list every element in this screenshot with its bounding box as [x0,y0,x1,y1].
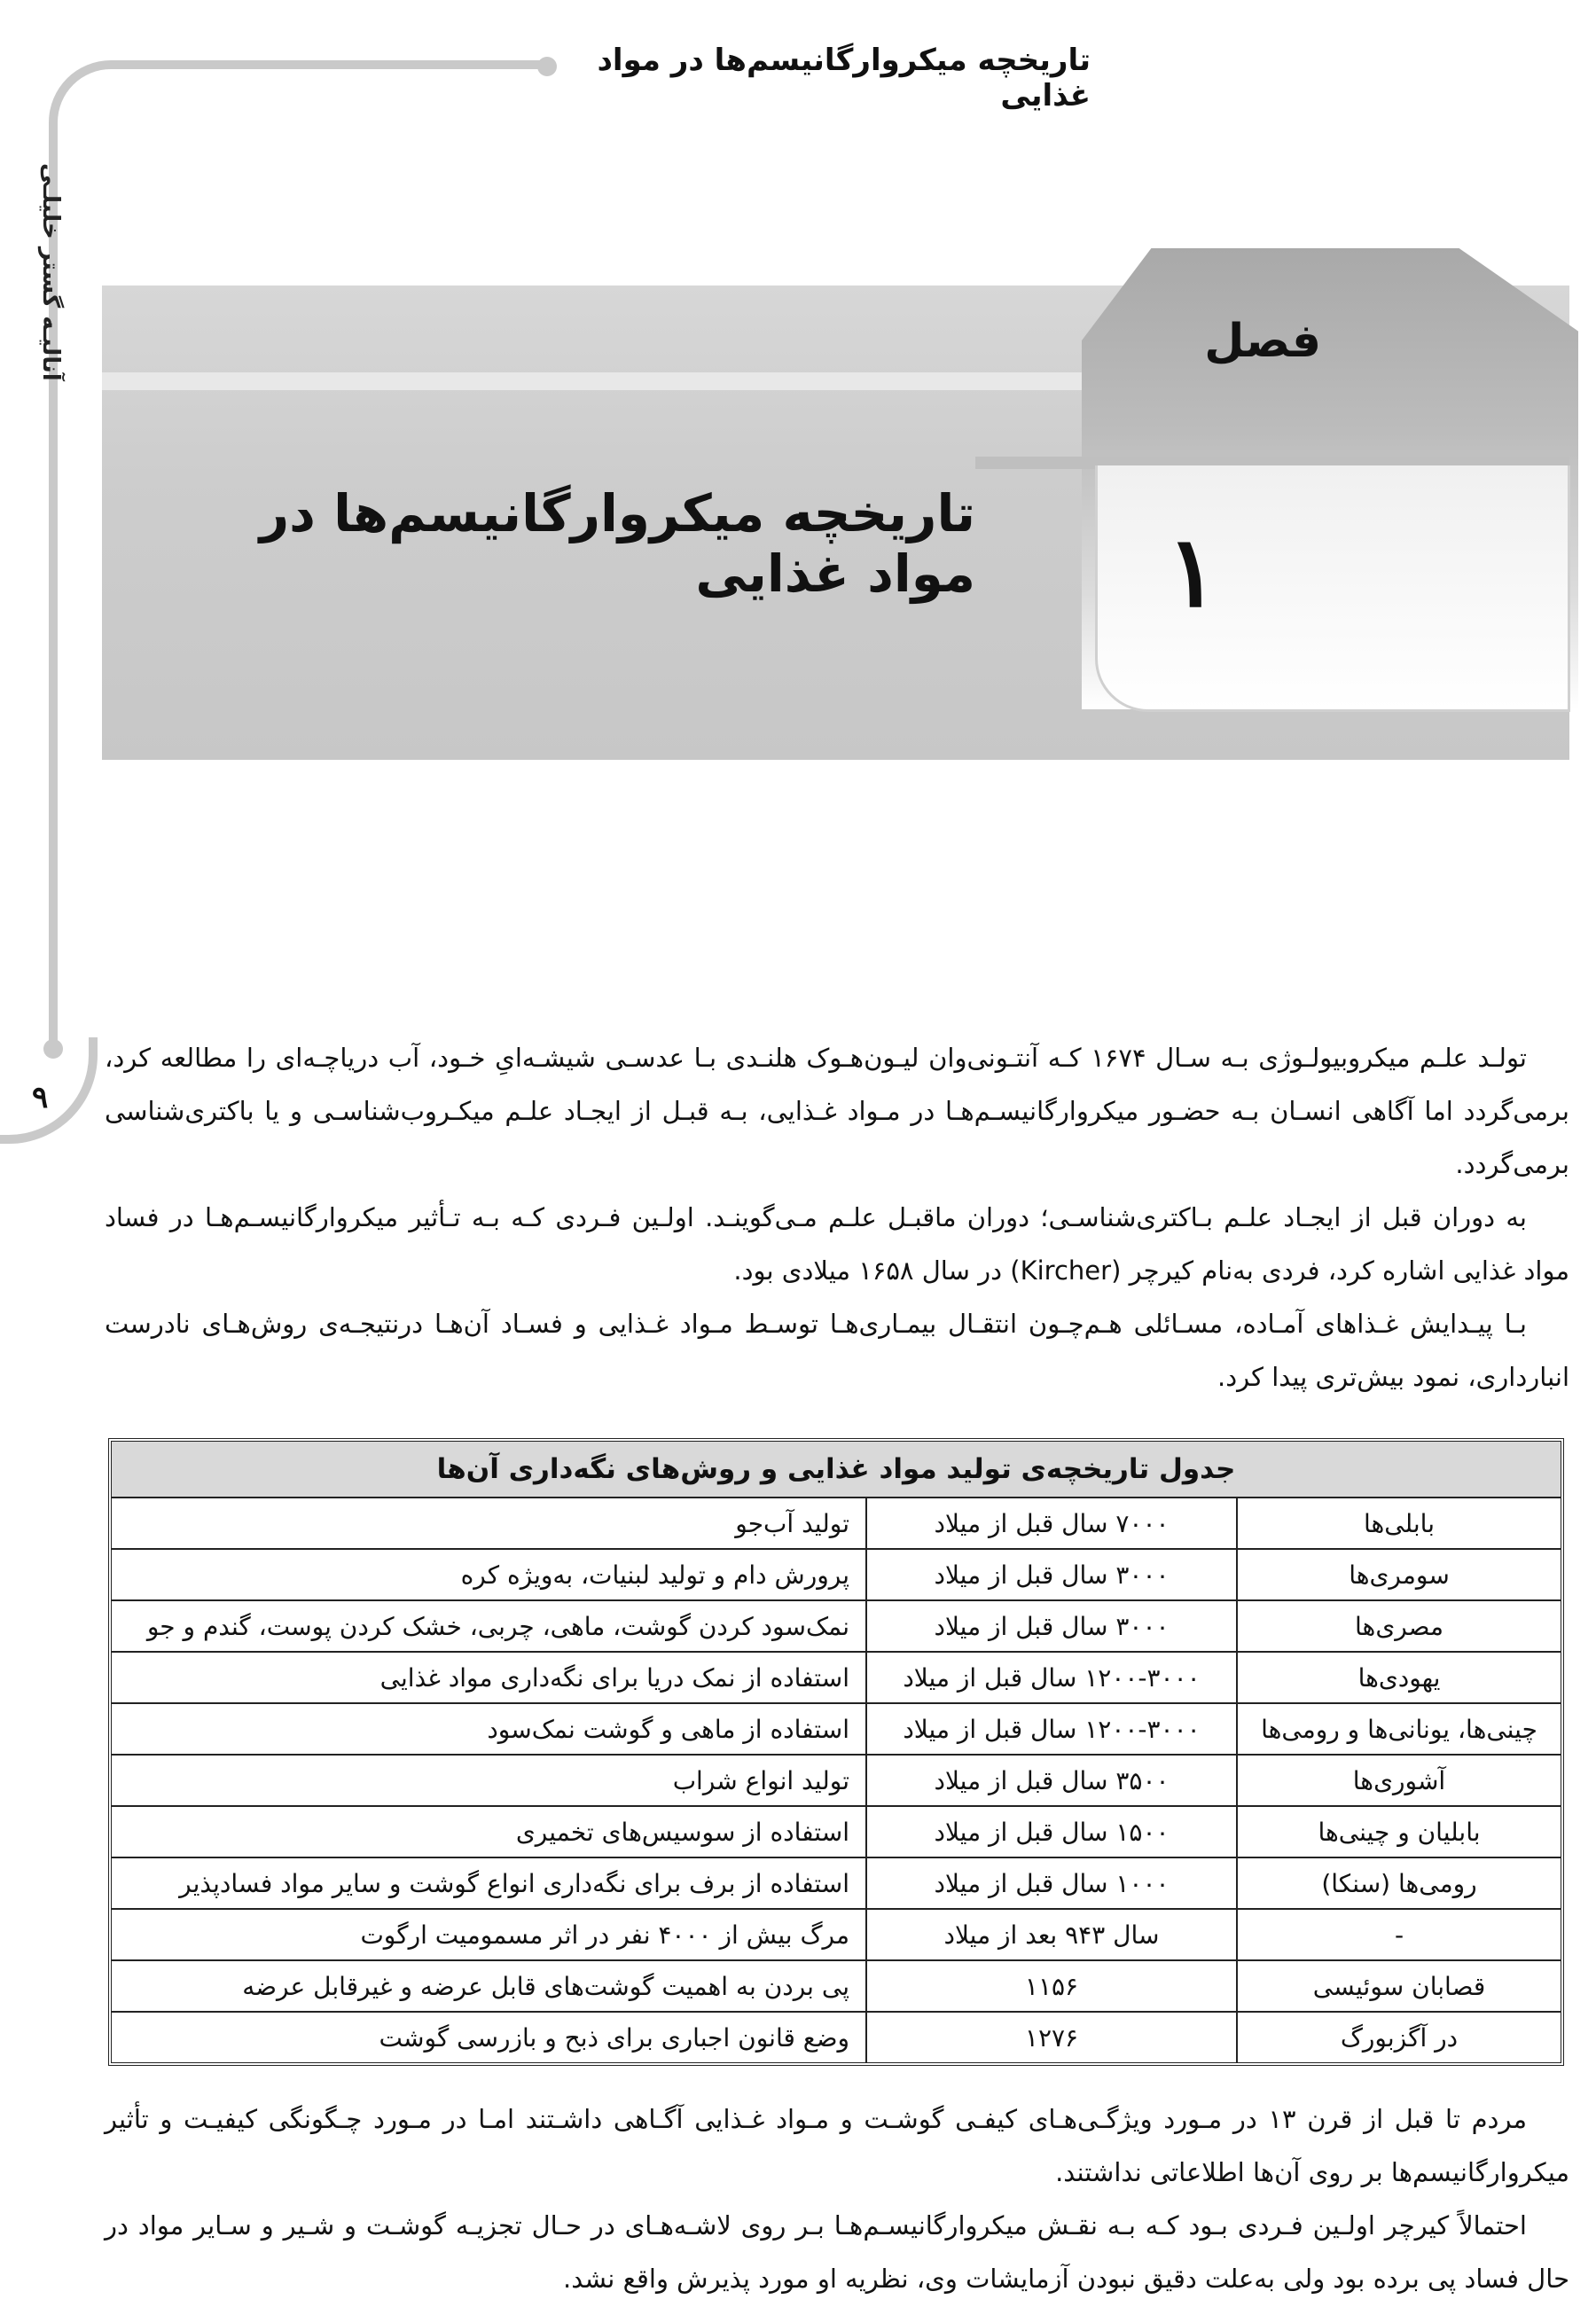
page-frame-top [49,60,554,149]
chapter-number: ۱ [1166,514,1219,629]
table-cell-event: وضع قانون اجباری برای ذبح و بازرسی گوشت [112,2012,866,2062]
table-cell-date: ۱۲۰۰-۳۰۰۰ سال قبل از میلاد [866,1703,1237,1755]
table-row [112,1498,1561,1549]
table-cell-place: مصری‌ها [1237,1600,1561,1652]
chapter-title: تاریخچه میکروارگانیسم‌ها در مواد غذایی [259,483,975,604]
table-row [112,1549,1561,1600]
table-row [112,1755,1561,1806]
paragraph: بـا پیـدایش غـذاهای آمـاده، مسـائلی هـم‌چـون انتقـال بیمـاری‌هـا توسـط مـواد غـذایی و فسـاد آن‌هـا درنتیجـه‌ی روش‌هـای نادرست انبارداری، نمود بیش‌تری پیدا کرد. [105,1309,1569,1392]
table-cell-event: استفاده از ماهی و گوشت نمک‌سود [112,1703,866,1755]
table-cell-event: استفاده از نمک دریا برای نگه‌داری مواد غذایی [112,1652,866,1703]
table-cell-date: ۳۵۰۰ سال قبل از میلاد [866,1755,1237,1806]
frame-dot-top [537,57,557,76]
table-cell-date: ۱۲۰۰-۳۰۰۰ سال قبل از میلاد [866,1652,1237,1703]
closing-text [105,2092,1569,2305]
table-row [112,1703,1561,1755]
table-cell-date: ۱۰۰۰ سال قبل از میلاد [866,1857,1237,1909]
table-cell-place: رومی‌ها (سنکا) [1237,1857,1561,1909]
table-cell-place: قصابان سوئیسی [1237,1960,1561,2012]
table-row [112,1652,1561,1703]
table-cell-event: پرورش دام و تولید لبنیات، به‌ویژه کره [112,1549,866,1600]
table-row [112,1857,1561,1909]
table-row [112,2012,1561,2062]
table-cell-place: بابلیان و چینی‌ها [1237,1806,1561,1857]
paragraph: مردم تا قبل از قرن ۱۳ در مـورد ویژگـی‌هـای کیفـی گوشـت و مـواد غـذایی آگـاهی داشـتند امـا در مـورد چـگونگی کیفیـت و تأثیر میکروارگانیسم‌ها بر روی آن‌ها اطلاعاتی نداشتند. [105,2104,1569,2187]
table-cell-event: پی بردن به اهمیت گوشت‌های قابل عرضه و غیرقابل عرضه [112,1960,866,2012]
table-cell-event: استفاده از برف برای نگه‌داری انواع گوشت و سایر مواد فسادپذیر [112,1857,866,1909]
paragraph: به دوران قبل از ایجـاد علـم بـاکتری‌شناسـی؛ دوران ماقبـل علـم مـی‌گوینـد. اولـین فـردی کـه بـه تـأثیر میکروارگانیسـم‌هـا در فساد مواد غذایی اشاره کرد، فردی به‌نام کیرچر (Kircher) در سال ۱۶۵۸ میلادی بود. [105,1202,1569,1286]
table-cell-date: سال ۹۴۳ بعد از میلاد [866,1909,1237,1960]
table-row [112,1909,1561,1960]
table-cell-event: استفاده از سوسیس‌های تخمیری [112,1806,866,1857]
table-cell-date: ۱۲۷۶ [866,2012,1237,2062]
table-cell-date: ۳۰۰۰ سال قبل از میلاد [866,1600,1237,1652]
table-caption: جدول تاریخچه‌ی تولید مواد غذایی و روش‌های نگه‌داری آن‌ها [112,1442,1561,1498]
chapter-label: فصل [1204,315,1321,368]
table-cell-place: - [1237,1909,1561,1960]
table-cell-date: ۷۰۰۰ سال قبل از میلاد [866,1498,1237,1549]
running-header-title: تاریخچه میکروارگانیسم‌ها در مواد غذایی [597,43,1091,113]
page-number-bulb [0,1037,98,1144]
table-cell-date: ۱۵۰۰ سال قبل از میلاد [866,1806,1237,1857]
table-cell-place: در آگزبورگ [1237,2012,1561,2062]
table-row [112,1806,1561,1857]
table-row [112,1600,1561,1652]
history-table-grid [112,1498,1561,2062]
table-cell-place: یهودی‌ها [1237,1652,1561,1703]
page-number: ۹ [32,1080,49,1115]
paragraph: احتمالاً کیرچر اولـین فـردی بـود کـه بـه نقـش میکروارگانیسـم‌هـا بـر روی لاشـه‌هـای در حـال تجزیـه گوشـت و شـیر و سـایر مواد در حال فساد پی برده بود ولی به‌علت دقیق نبودن آزمایشات وی، نظریه او مورد پذیرش واقع نشد. [105,2210,1569,2294]
table-cell-place: سومری‌ها [1237,1549,1561,1600]
table-cell-place: چینی‌ها، یونانی‌ها و رومی‌ها [1237,1703,1561,1755]
table-cell-date: ۳۰۰۰ سال قبل از میلاد [866,1549,1237,1600]
table-cell-place: آشوری‌ها [1237,1755,1561,1806]
intro-text [105,1031,1569,1404]
history-table [108,1438,1564,2066]
table-cell-event: تولید انواع شراب [112,1755,866,1806]
side-brand-logo: آنالیـه گستر خلیلـی [37,163,64,381]
paragraph: تولـد علـم میکروبیولـوژی بـه سـال ۱۶۷۴ کـه آنتـونی‌وان لیـون‌هـوک هلنـدی بـا عدسـی شیشـه‌ایِ خـود، آب دریاچـه‌ای را مطالعه کرد، برمی‌گردد اما آگاهی انسـان بـه حضـور میکروارگانیسـم‌هـا در مـواد غـذایی، بـه قبـل از ایجـاد علـم میکـروب‌شناسـی و یا باکتری‌شناسی برمی‌گردد. [105,1043,1569,1179]
table-cell-event: نمک‌سود کردن گوشت، ماهی، چربی، خشک کردن پوست، گندم و جو [112,1600,866,1652]
table-cell-place: بابلی‌ها [1237,1498,1561,1549]
table-cell-event: مرگ بیش از ۴۰۰۰ نفر در اثر مسمومیت ارگوت [112,1909,866,1960]
table-cell-event: تولید آب‌جو [735,1508,849,1538]
table-cell-date: ۱۱۵۶ [866,1960,1237,2012]
table-row [112,1960,1561,2012]
